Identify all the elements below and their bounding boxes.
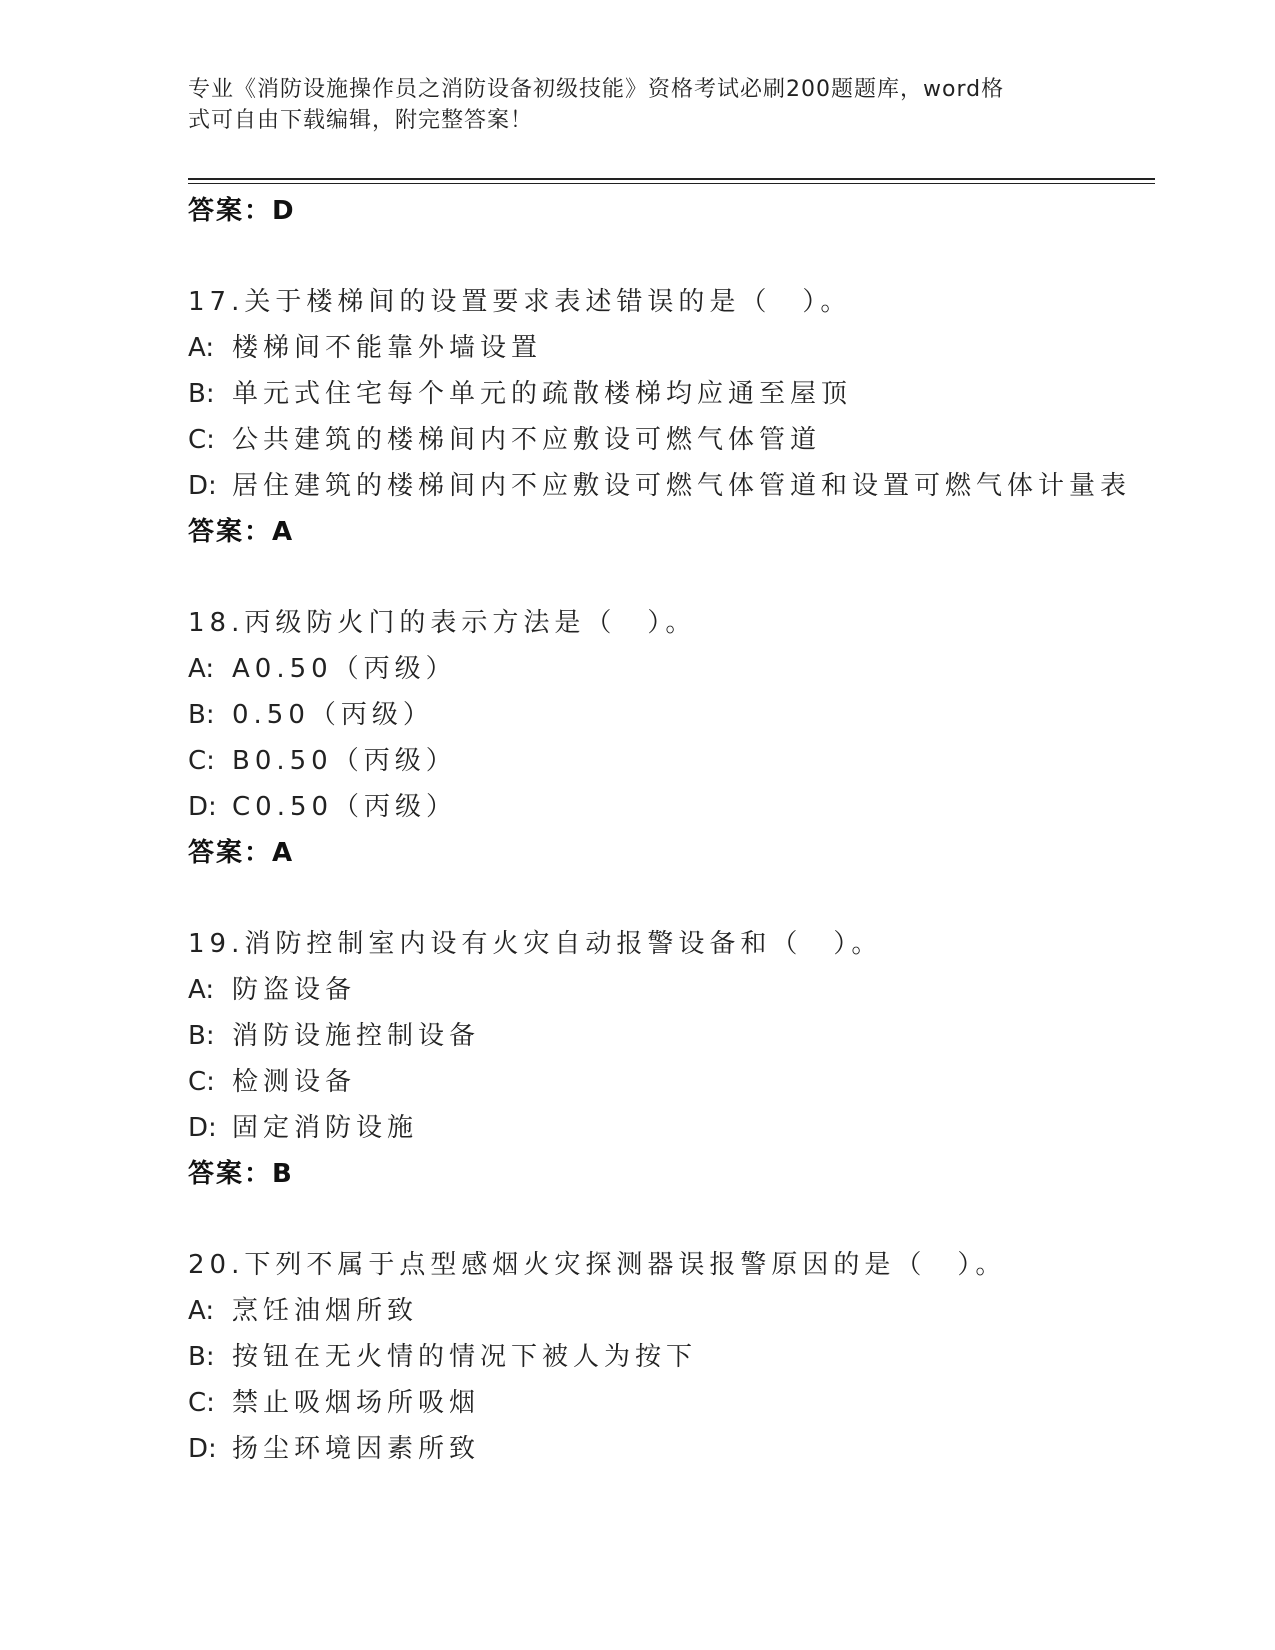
- option-letter: B:: [188, 1021, 215, 1051]
- option-letter: B:: [188, 700, 215, 730]
- option-letter: A:: [188, 654, 215, 684]
- option-letter: C:: [188, 746, 215, 776]
- spacer: [188, 234, 1155, 279]
- header-rule-thin: [188, 183, 1155, 184]
- answer-17: 答案：A: [188, 517, 295, 547]
- question-text: 17.关于楼梯间的设置要求表述错误的是（ ）。: [188, 287, 852, 317]
- answer-18: 答案：A: [188, 838, 295, 868]
- question-text: 20.下列不属于点型感烟火灾探测器误报警原因的是（ ）。: [188, 1250, 1007, 1280]
- option-letter: C:: [188, 1067, 215, 1097]
- spacer: [188, 1197, 1155, 1242]
- option-text: 禁止吸烟场所吸烟: [232, 1388, 481, 1418]
- option-letter: B:: [188, 379, 215, 409]
- option-letter: A:: [188, 1296, 215, 1326]
- option-c: [188, 1380, 1155, 1426]
- spacer: [188, 555, 1155, 600]
- option-text: 按钮在无火情的情况下被人为按下: [232, 1342, 698, 1372]
- header-line-1: 专业《消防设施操作员之消防设备初级技能》资格考试必刷200题题库，word格: [188, 77, 1005, 102]
- spacer: [188, 876, 1155, 921]
- option-text: 消防设施控制设备: [232, 1021, 481, 1051]
- option-letter: B:: [188, 1342, 215, 1372]
- option-c: [188, 417, 1155, 463]
- header-line-2: 式可自由下载编辑，附完整答案！: [188, 108, 534, 133]
- option-text: 扬尘环境因素所致: [232, 1434, 481, 1464]
- option-letter: D:: [188, 1434, 217, 1464]
- option-letter: A:: [188, 975, 215, 1005]
- header-rule-thick: [188, 178, 1155, 180]
- option-a: [188, 1288, 1155, 1334]
- question-block-18: [188, 600, 1155, 876]
- option-b: [188, 371, 1155, 417]
- question-block-19: [188, 921, 1155, 1197]
- option-c: [188, 738, 1155, 784]
- option-text: 单元式住宅每个单元的疏散楼梯均应通至屋顶: [232, 379, 853, 409]
- option-text: 居住建筑的楼梯间内不应敷设可燃气体管道和设置可燃气体计量表: [232, 471, 1132, 501]
- option-text: 公共建筑的楼梯间内不应敷设可燃气体管道: [232, 425, 822, 455]
- question-text: 18.丙级防火门的表示方法是（ ）。: [188, 608, 697, 638]
- question-text: 19.消防控制室内设有火灾自动报警设备和（ ）。: [188, 929, 883, 959]
- option-text: 烹饪油烟所致: [232, 1296, 419, 1326]
- option-letter: D:: [188, 1113, 217, 1143]
- option-d: [188, 1105, 1155, 1151]
- option-d: [188, 463, 1155, 509]
- option-letter: D:: [188, 471, 217, 501]
- question-list: [188, 188, 1155, 1472]
- option-c: [188, 1059, 1155, 1105]
- option-letter: D:: [188, 792, 217, 822]
- answer-previous: 答案：D: [188, 196, 296, 226]
- option-text: C0.50（丙级）: [232, 792, 458, 822]
- question-block-17: [188, 279, 1155, 555]
- option-b: [188, 1013, 1155, 1059]
- option-text: B0.50（丙级）: [232, 746, 457, 776]
- option-a: [188, 967, 1155, 1013]
- option-letter: C:: [188, 425, 215, 455]
- option-d: [188, 784, 1155, 830]
- option-text: 固定消防设施: [232, 1113, 419, 1143]
- option-text: 检测设备: [232, 1067, 357, 1097]
- page-header: [188, 74, 1068, 136]
- option-letter: C:: [188, 1388, 215, 1418]
- option-text: 防盗设备: [232, 975, 357, 1005]
- option-letter: A:: [188, 333, 215, 363]
- option-text: A0.50（丙级）: [232, 654, 457, 684]
- option-b: [188, 692, 1155, 738]
- option-a: [188, 646, 1155, 692]
- option-text: 楼梯间不能靠外墙设置: [232, 333, 543, 363]
- answer-19: 答案：B: [188, 1159, 294, 1189]
- option-a: [188, 325, 1155, 371]
- option-b: [188, 1334, 1155, 1380]
- option-d: [188, 1426, 1155, 1472]
- question-block-20: [188, 1242, 1155, 1472]
- option-text: 0.50（丙级）: [232, 700, 434, 730]
